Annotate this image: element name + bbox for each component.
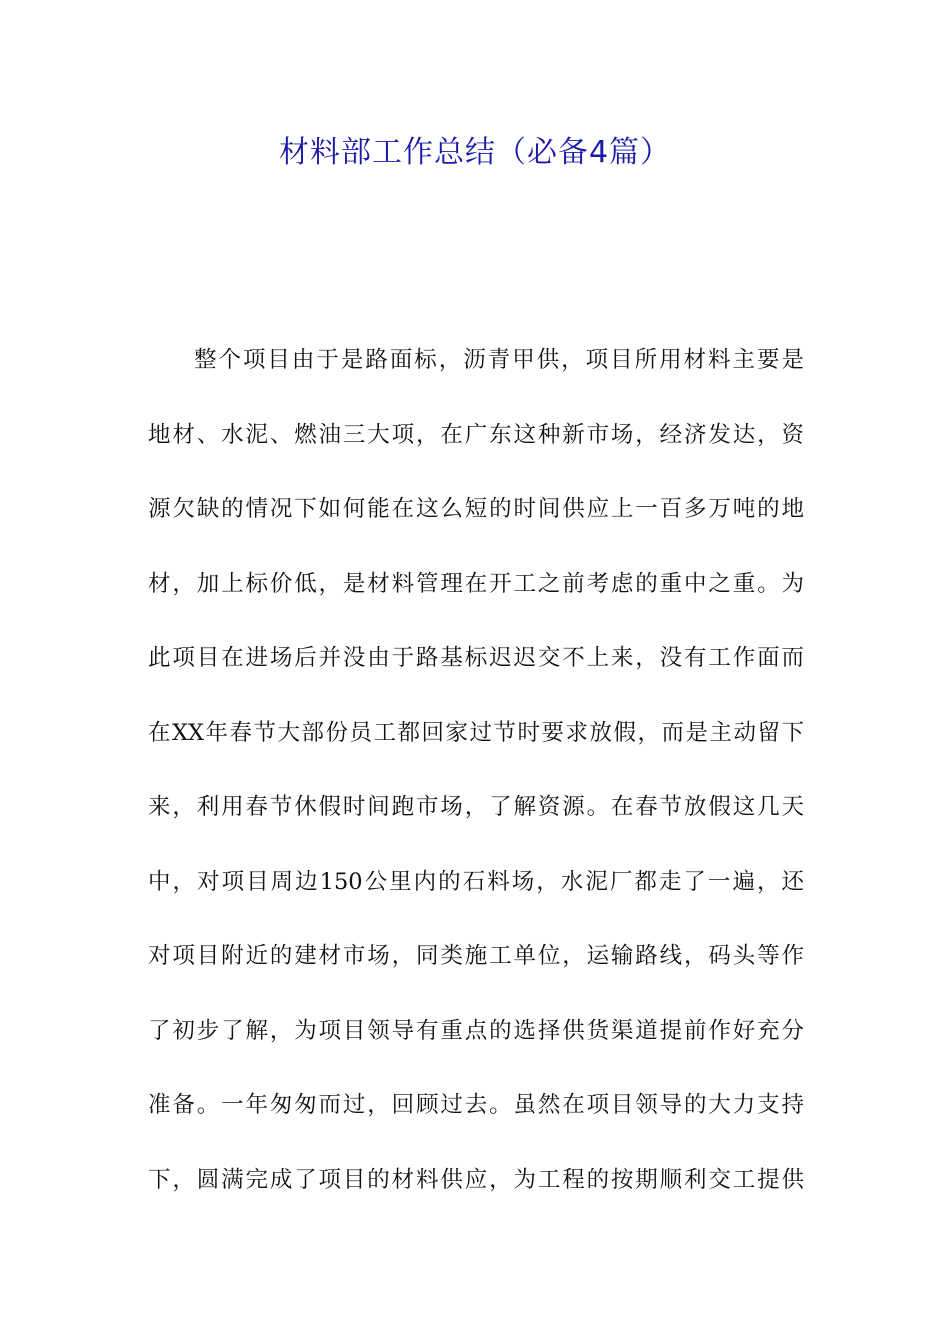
document-body xyxy=(148,334,804,1228)
body-line: 源欠缺的情况下如何能在这么短的时间供应上一百多万吨的地 xyxy=(148,496,804,522)
body-line: 中，对项目周边150公里内的石料场，水泥厂都走了一遍，还 xyxy=(148,868,804,895)
body-line: 对项目附近的建材市场，同类施工单位，运输路线，码头等作 xyxy=(148,943,804,969)
body-line: 此项目在进场后并没由于路基标迟迟交不上来，没有工作面而 xyxy=(148,645,804,671)
body-line: 材，加上标价低，是材料管理在开工之前考虑的重中之重。为 xyxy=(148,570,804,597)
body-line: 地材、水泥、燃油三大项，在广东这种新市场，经济发达，资 xyxy=(148,421,804,448)
body-line: 下，圆满完成了项目的材料供应，为工程的按期顺利交工提供 xyxy=(148,1166,804,1193)
body-line: 整个项目由于是路面标，沥青甲供，项目所用材料主要是 xyxy=(194,347,804,373)
document-title: 材料部工作总结（必备4篇） xyxy=(278,135,672,170)
body-line: 准备。一年匆匆而过，回顾过去。虽然在项目领导的大力支持 xyxy=(148,1092,804,1118)
body-line: 在XX年春节大部份员工都回家过节时要求放假，而是主动留下 xyxy=(148,719,804,746)
body-line: 来，利用春节休假时间跑市场，了解资源。在春节放假这几天 xyxy=(148,794,804,820)
body-line: 了初步了解，为项目领导有重点的选择供货渠道提前作好充分 xyxy=(148,1017,804,1044)
